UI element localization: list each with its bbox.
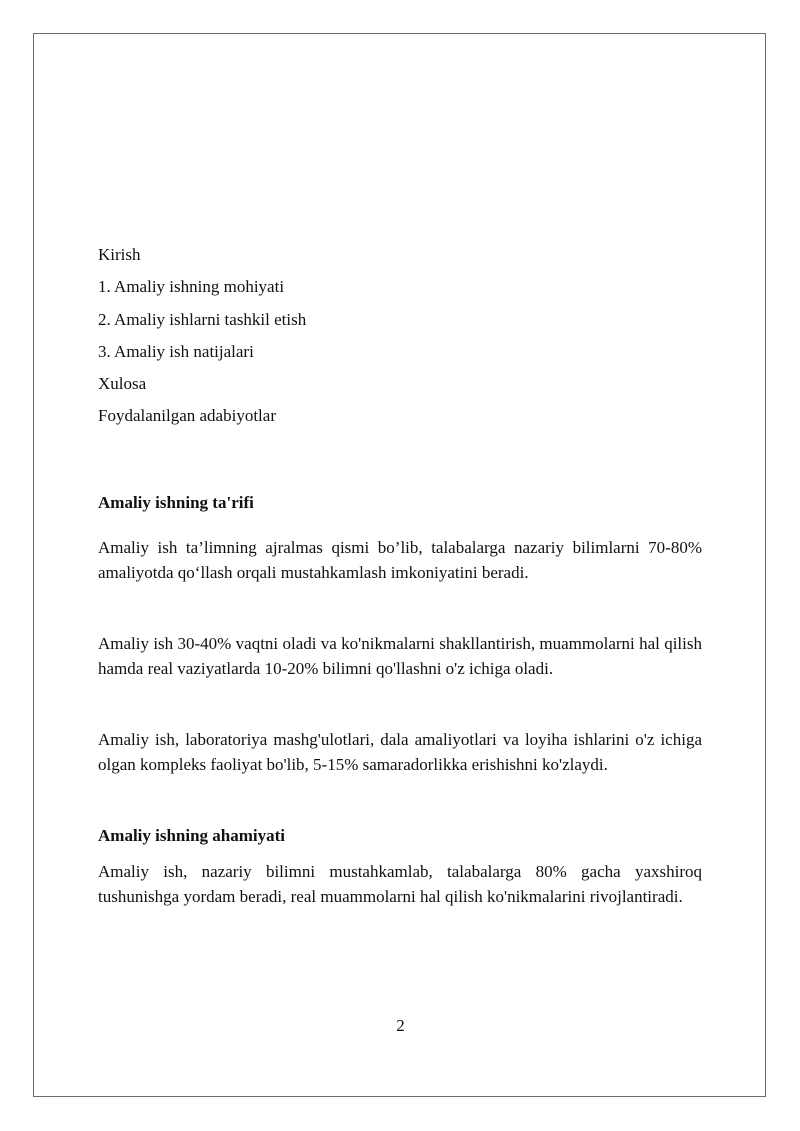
toc-item-3: 3. Amaliy ish natijalari xyxy=(98,341,254,361)
toc-item-references: Foydalanilgan adabiyotlar xyxy=(98,406,276,426)
section-heading-importance: Amaliy ishning ahamiyati xyxy=(98,825,286,845)
section-heading-definition: Amaliy ishning ta'rifi xyxy=(98,492,254,512)
paragraph-definition-1: Amaliy ish ta’limning ajralmas qismi bo’lib, talabalarga nazariy bilimlarni 70-80% amaliyotda qo‘llash orqali mustahkamlash imkoniyatini beradi. xyxy=(98,537,702,582)
document-page xyxy=(33,33,766,1097)
toc-item-1: 1. Amaliy ishning mohiyati xyxy=(98,277,285,297)
toc-item-2: 2. Amaliy ishlarni tashkil etish xyxy=(98,309,307,329)
table-of-contents xyxy=(98,242,702,436)
toc-item-intro: Kirish xyxy=(98,245,141,264)
page-content xyxy=(98,242,702,909)
paragraph-definition-3: Amaliy ish, laboratoriya mashg'ulotlari, dala amaliyotlari va loyiha ishlarini o'z ichiga olgan kompleks faoliyat bo'lib, 5-15% samaradorlikka erishishni ko'zlaydi. xyxy=(98,729,702,774)
toc-item-conclusion: Xulosa xyxy=(98,374,147,394)
paragraph-importance-1: Amaliy ish, nazariy bilimni mustahkamlab, talabalarga 80% gacha yaxshiroq tushunishga yordam beradi, real muammolarni hal qilish ko'nikmalarini rivojlantiradi. xyxy=(98,861,702,906)
paragraph-definition-2: Amaliy ish 30-40% vaqtni oladi va ko'nikmalarni shakllantirish, muammolarni hal qilish hamda real vaziyatlarda 10-20% bilimni qo'llashni o'z ichiga oladi. xyxy=(98,633,702,678)
page-number: 2 xyxy=(396,1016,405,1035)
